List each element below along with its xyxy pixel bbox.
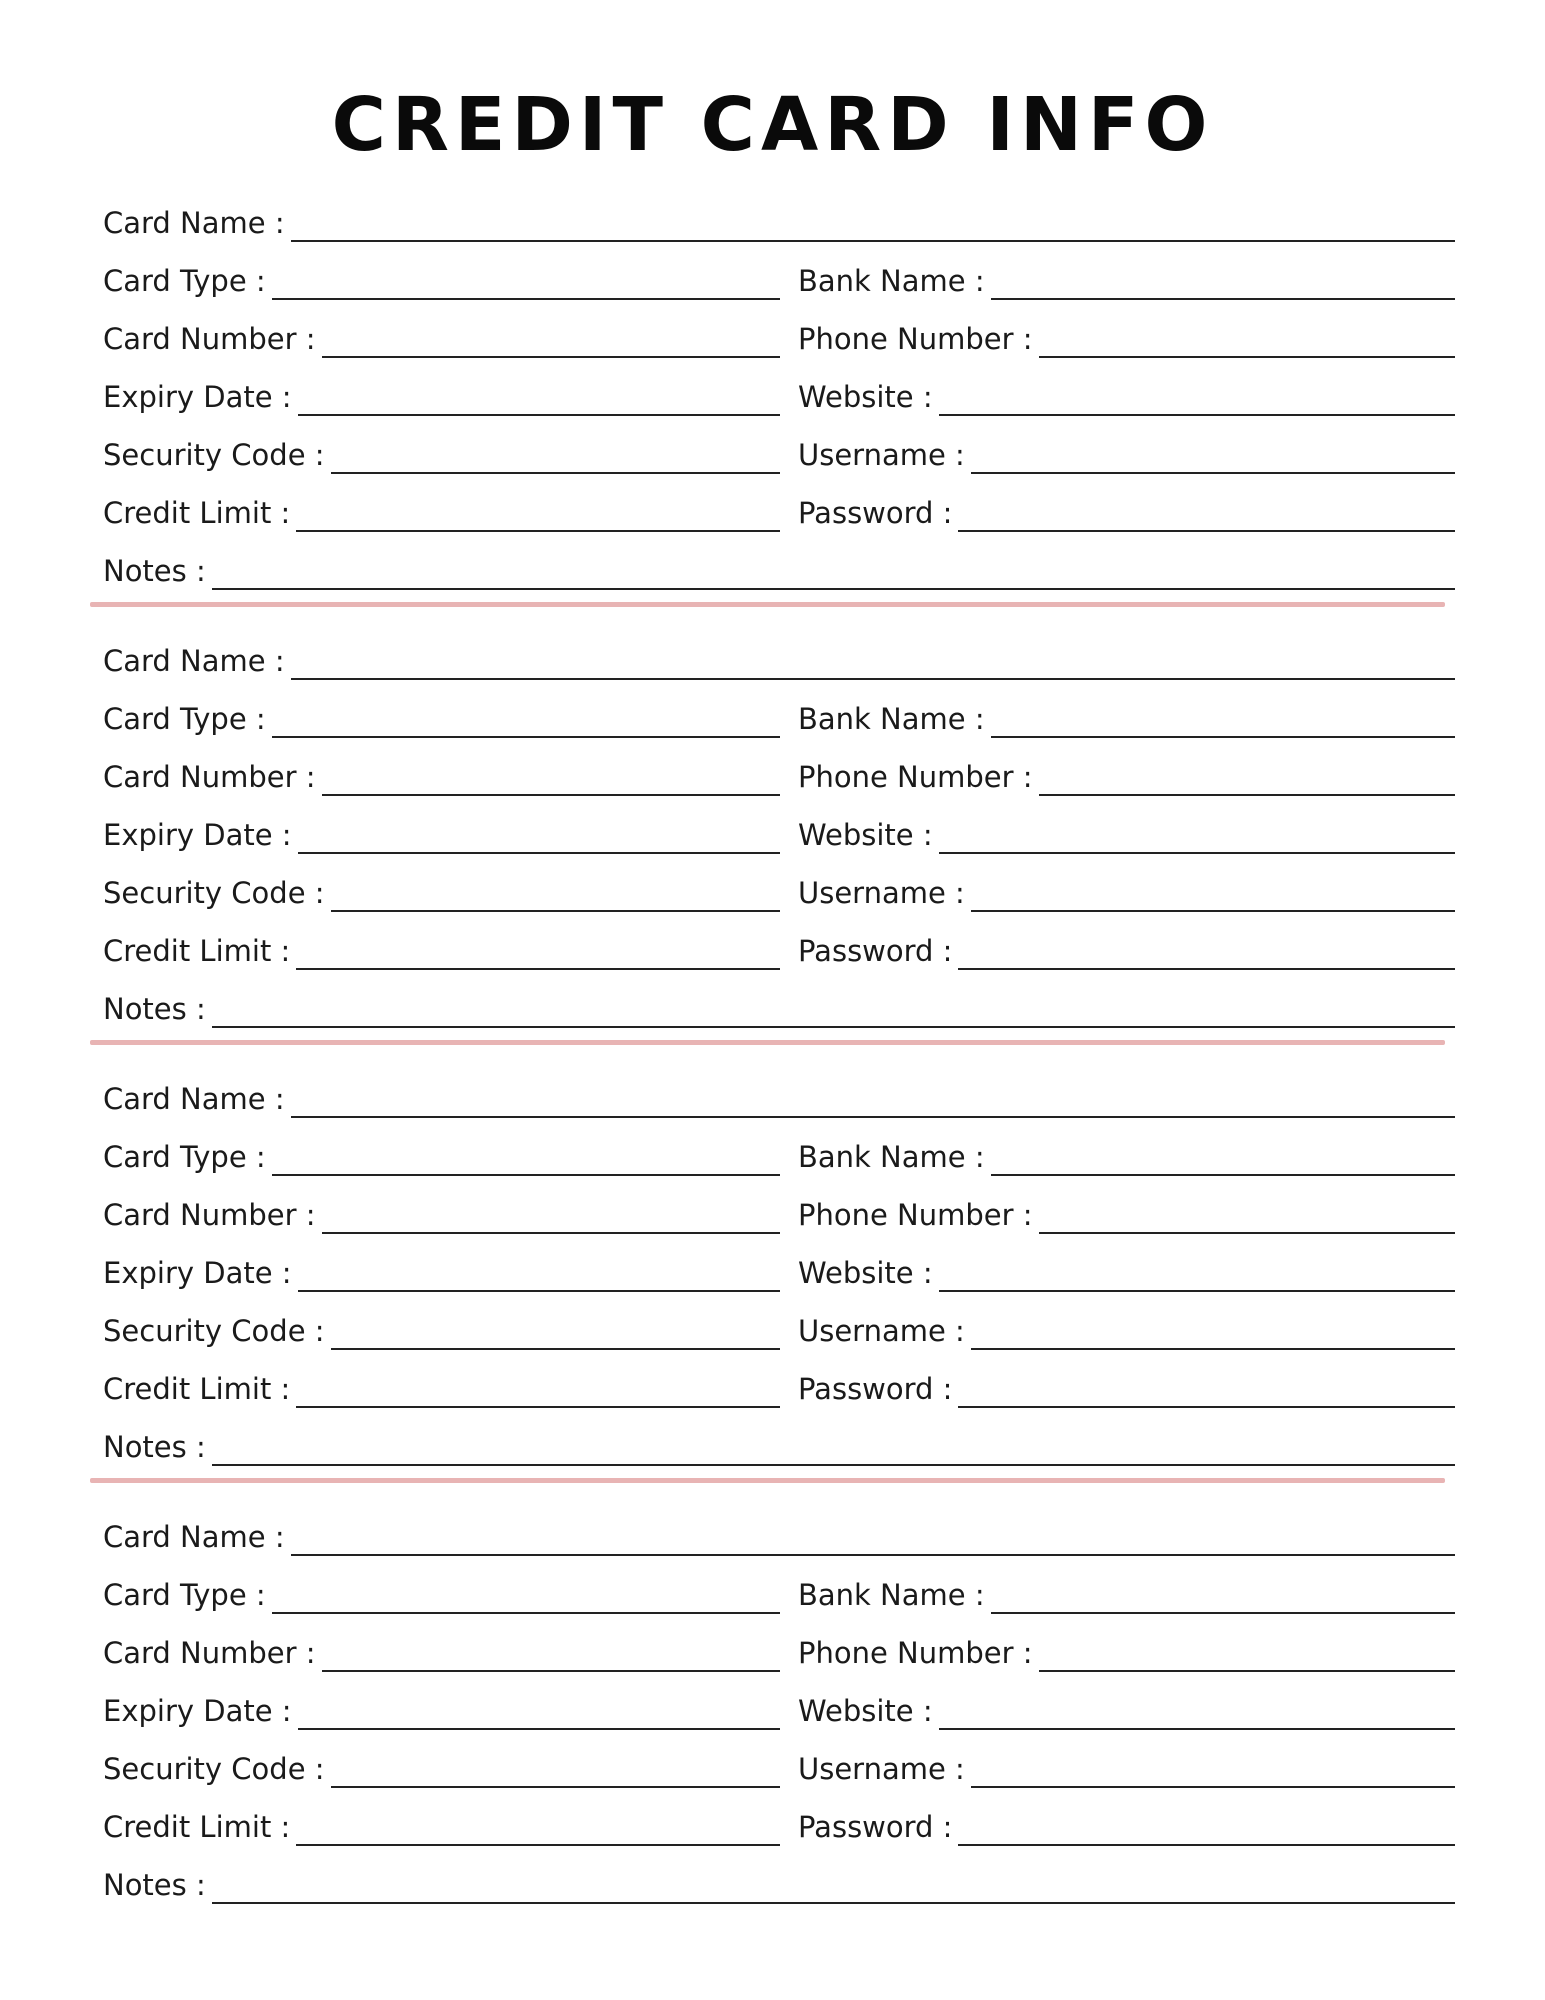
expiry-date-line[interactable] — [298, 414, 780, 416]
card-name-label: Card Name : — [103, 206, 285, 240]
password-label: Password : — [798, 934, 953, 968]
username-field[interactable] — [798, 418, 1455, 476]
phone-number-label: Phone Number : — [798, 322, 1033, 356]
security-code-line[interactable] — [331, 1348, 780, 1350]
website-field[interactable] — [798, 1674, 1455, 1732]
security-code-field[interactable] — [103, 1732, 780, 1790]
bank-name-field[interactable] — [798, 682, 1455, 740]
card-name-field[interactable] — [103, 624, 1455, 682]
card-name-field[interactable] — [103, 1500, 1455, 1558]
card-type-field[interactable] — [103, 1558, 780, 1616]
expiry-date-field[interactable] — [103, 798, 780, 856]
website-line[interactable] — [939, 1728, 1455, 1730]
phone-number-field[interactable] — [798, 740, 1455, 798]
password-line[interactable] — [958, 530, 1455, 532]
phone-number-label: Phone Number : — [798, 1198, 1033, 1232]
password-field[interactable] — [798, 476, 1455, 534]
security-code-label: Security Code : — [103, 1752, 325, 1786]
password-line[interactable] — [958, 968, 1455, 970]
card-type-label: Card Type : — [103, 1578, 266, 1612]
expiry-date-label: Expiry Date : — [103, 1256, 292, 1290]
bank-name-line[interactable] — [991, 1612, 1455, 1614]
credit-limit-label: Credit Limit : — [103, 496, 291, 530]
username-line[interactable] — [971, 472, 1455, 474]
card-number-line[interactable] — [322, 1232, 780, 1234]
credit-limit-line[interactable] — [296, 530, 780, 532]
expiry-date-label: Expiry Date : — [103, 1694, 292, 1728]
website-line[interactable] — [939, 852, 1455, 854]
website-label: Website : — [798, 1256, 933, 1290]
phone-number-field[interactable] — [798, 302, 1455, 360]
card-number-label: Card Number : — [103, 760, 316, 794]
credit-limit-field[interactable] — [103, 476, 780, 534]
phone-number-field[interactable] — [798, 1178, 1455, 1236]
phone-number-field[interactable] — [798, 1616, 1455, 1674]
bank-name-line[interactable] — [991, 298, 1455, 300]
password-field[interactable] — [798, 1352, 1455, 1410]
username-line[interactable] — [971, 1348, 1455, 1350]
card-number-field[interactable] — [103, 1178, 780, 1236]
security-code-label: Security Code : — [103, 876, 325, 910]
card-type-field[interactable] — [103, 244, 780, 302]
bank-name-field[interactable] — [798, 1558, 1455, 1616]
username-label: Username : — [798, 1752, 965, 1786]
credit-limit-line[interactable] — [296, 968, 780, 970]
card-number-label: Card Number : — [103, 1636, 316, 1670]
phone-number-line[interactable] — [1039, 1232, 1455, 1234]
expiry-date-line[interactable] — [298, 852, 780, 854]
card-name-field[interactable] — [103, 1062, 1455, 1120]
username-line[interactable] — [971, 1786, 1455, 1788]
notes-field[interactable] — [103, 534, 1455, 592]
phone-number-line[interactable] — [1039, 1670, 1455, 1672]
notes-label: Notes : — [103, 1430, 206, 1464]
card-type-line[interactable] — [272, 1612, 780, 1614]
bank-name-field[interactable] — [798, 1120, 1455, 1178]
username-field[interactable] — [798, 1732, 1455, 1790]
website-label: Website : — [798, 1694, 933, 1728]
notes-line[interactable] — [212, 1026, 1455, 1028]
password-field[interactable] — [798, 914, 1455, 972]
password-label: Password : — [798, 496, 953, 530]
website-field[interactable] — [798, 1236, 1455, 1294]
section-divider — [90, 602, 1445, 607]
notes-label: Notes : — [103, 1868, 206, 1902]
credit-limit-field[interactable] — [103, 914, 780, 972]
card-number-field[interactable] — [103, 1616, 780, 1674]
security-code-label: Security Code : — [103, 438, 325, 472]
credit-limit-label: Credit Limit : — [103, 934, 291, 968]
expiry-date-line[interactable] — [298, 1290, 780, 1292]
website-line[interactable] — [939, 414, 1455, 416]
card-name-line[interactable] — [291, 678, 1455, 680]
website-line[interactable] — [939, 1290, 1455, 1292]
password-label: Password : — [798, 1372, 953, 1406]
card-type-field[interactable] — [103, 1120, 780, 1178]
username-label: Username : — [798, 876, 965, 910]
username-field[interactable] — [798, 856, 1455, 914]
password-line[interactable] — [958, 1406, 1455, 1408]
security-code-field[interactable] — [103, 856, 780, 914]
card-number-line[interactable] — [322, 1670, 780, 1672]
card-name-line[interactable] — [291, 240, 1455, 242]
website-label: Website : — [798, 818, 933, 852]
expiry-date-line[interactable] — [298, 1728, 780, 1730]
security-code-line[interactable] — [331, 472, 780, 474]
security-code-line[interactable] — [331, 1786, 780, 1788]
bank-name-label: Bank Name : — [798, 264, 985, 298]
card-number-label: Card Number : — [103, 1198, 316, 1232]
expiry-date-label: Expiry Date : — [103, 818, 292, 852]
card-number-field[interactable] — [103, 740, 780, 798]
card-type-label: Card Type : — [103, 1140, 266, 1174]
credit-limit-field[interactable] — [103, 1352, 780, 1410]
bank-name-label: Bank Name : — [798, 702, 985, 736]
username-label: Username : — [798, 1314, 965, 1348]
password-line[interactable] — [958, 1844, 1455, 1846]
phone-number-label: Phone Number : — [798, 1636, 1033, 1670]
website-label: Website : — [798, 380, 933, 414]
card-number-field[interactable] — [103, 302, 780, 360]
website-field[interactable] — [798, 798, 1455, 856]
card-type-line[interactable] — [272, 298, 780, 300]
card-name-label: Card Name : — [103, 644, 285, 678]
card-name-label: Card Name : — [103, 1520, 285, 1554]
username-field[interactable] — [798, 1294, 1455, 1352]
card-type-field[interactable] — [103, 682, 780, 740]
card-name-line[interactable] — [291, 1116, 1455, 1118]
section-divider — [90, 1478, 1445, 1483]
username-label: Username : — [798, 438, 965, 472]
notes-field[interactable] — [103, 1848, 1455, 1906]
notes-line[interactable] — [212, 1464, 1455, 1466]
phone-number-line[interactable] — [1039, 356, 1455, 358]
password-field[interactable] — [798, 1790, 1455, 1848]
expiry-date-field[interactable] — [103, 360, 780, 418]
credit-limit-label: Credit Limit : — [103, 1810, 291, 1844]
notes-line[interactable] — [212, 1902, 1455, 1904]
card-number-label: Card Number : — [103, 322, 316, 356]
security-code-label: Security Code : — [103, 1314, 325, 1348]
security-code-field[interactable] — [103, 1294, 780, 1352]
card-type-line[interactable] — [272, 1174, 780, 1176]
security-code-field[interactable] — [103, 418, 780, 476]
notes-line[interactable] — [212, 588, 1455, 590]
phone-number-line[interactable] — [1039, 794, 1455, 796]
credit-limit-line[interactable] — [296, 1406, 780, 1408]
page-title: CREDIT CARD INFO — [331, 82, 1214, 168]
bank-name-line[interactable] — [991, 1174, 1455, 1176]
username-line[interactable] — [971, 910, 1455, 912]
password-label: Password : — [798, 1810, 953, 1844]
expiry-date-label: Expiry Date : — [103, 380, 292, 414]
card-type-label: Card Type : — [103, 264, 266, 298]
credit-limit-line[interactable] — [296, 1844, 780, 1846]
card-name-line[interactable] — [291, 1554, 1455, 1556]
expiry-date-field[interactable] — [103, 1236, 780, 1294]
expiry-date-field[interactable] — [103, 1674, 780, 1732]
notes-label: Notes : — [103, 554, 206, 588]
notes-label: Notes : — [103, 992, 206, 1026]
notes-field[interactable] — [103, 1410, 1455, 1468]
card-name-label: Card Name : — [103, 1082, 285, 1116]
security-code-line[interactable] — [331, 910, 780, 912]
phone-number-label: Phone Number : — [798, 760, 1033, 794]
website-field[interactable] — [798, 360, 1455, 418]
bank-name-label: Bank Name : — [798, 1578, 985, 1612]
bank-name-label: Bank Name : — [798, 1140, 985, 1174]
card-type-label: Card Type : — [103, 702, 266, 736]
bank-name-line[interactable] — [991, 736, 1455, 738]
notes-field[interactable] — [103, 972, 1455, 1030]
card-type-line[interactable] — [272, 736, 780, 738]
credit-limit-field[interactable] — [103, 1790, 780, 1848]
section-divider — [90, 1040, 1445, 1045]
card-number-line[interactable] — [322, 356, 780, 358]
bank-name-field[interactable] — [798, 244, 1455, 302]
credit-limit-label: Credit Limit : — [103, 1372, 291, 1406]
card-number-line[interactable] — [322, 794, 780, 796]
card-name-field[interactable] — [103, 186, 1455, 244]
